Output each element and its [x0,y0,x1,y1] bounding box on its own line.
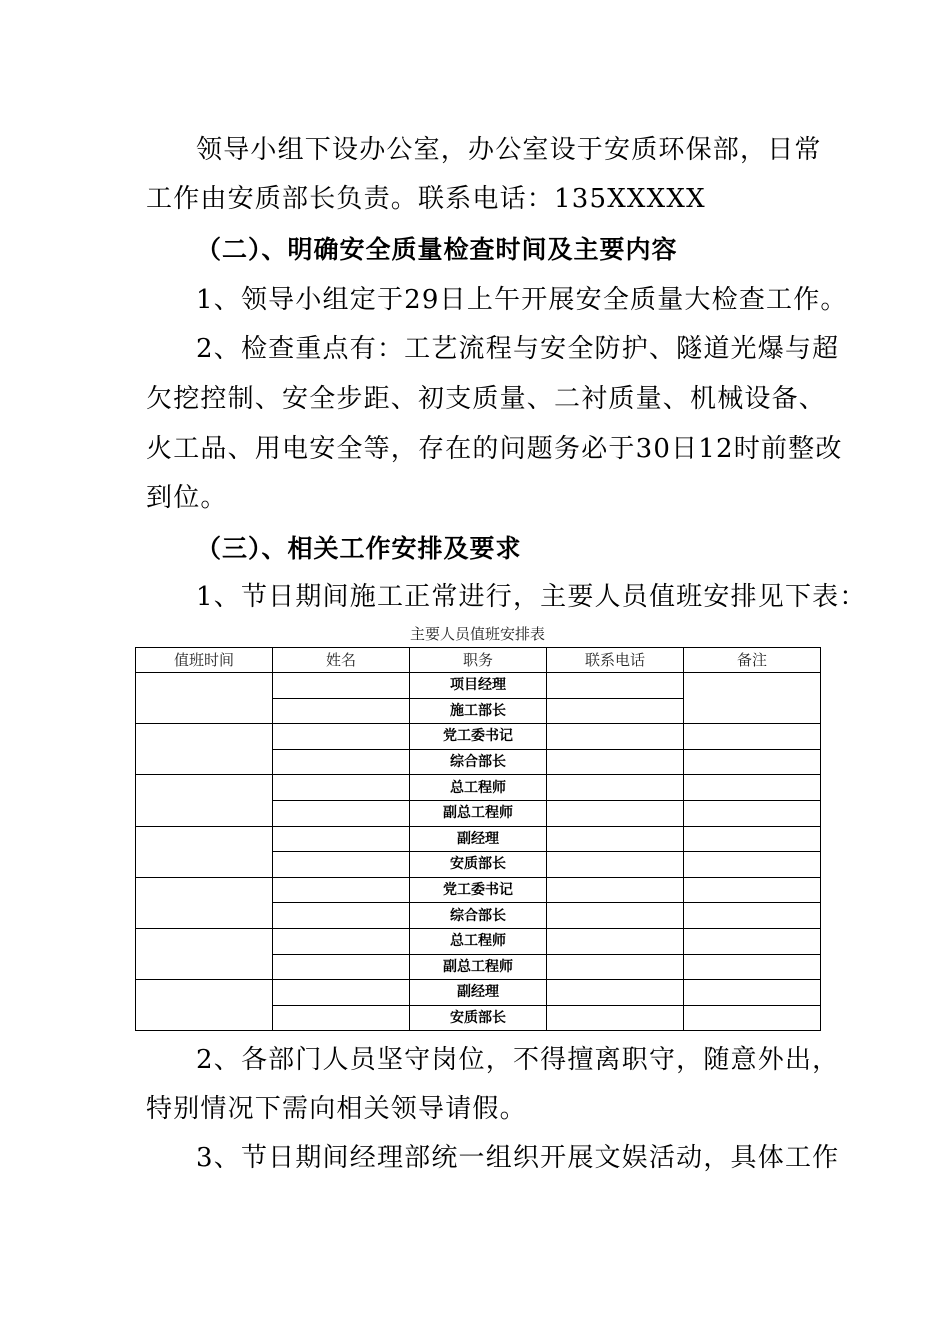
position-cell: 副经理 [410,826,547,852]
table-row [136,775,821,801]
remarks-cell [684,877,821,903]
position-cell: 总工程师 [410,928,547,954]
position-cell: 综合部长 [410,749,547,775]
header-phone: 联系电话 [547,648,684,673]
position-cell: 施工部长 [410,698,547,724]
phone-cell [547,724,684,750]
name-cell [273,1005,410,1031]
phone-cell [547,698,684,724]
position-cell: 副经理 [410,980,547,1006]
paragraph-line: 领导小组下设办公室，办公室设于安质环保部，日常 [196,135,822,165]
name-cell [273,877,410,903]
table-caption: 主要人员值班安排表 [409,625,545,643]
remarks-cell [684,903,821,929]
remarks-cell [684,775,821,801]
name-cell [273,800,410,826]
name-cell [273,903,410,929]
header-remarks: 备注 [684,648,821,673]
position-cell: 安质部长 [410,852,547,878]
position-cell: 综合部长 [410,903,547,929]
name-cell [273,724,410,750]
remarks-cell [684,749,821,775]
table-header-row [136,648,821,673]
remarks-cell [684,724,821,750]
duty-time-cell [136,673,273,724]
table-row [136,673,821,699]
position-cell: 党工委书记 [410,724,547,750]
phone-cell [547,903,684,929]
table-row [136,826,821,852]
phone-cell [547,1005,684,1031]
paragraph-line: 工作由安质部长负责。联系电话：135XXXXX [146,184,706,214]
section-heading-3: （三）、相关工作安排及要求 [196,534,522,563]
duty-time-cell [136,980,273,1031]
position-cell: 总工程师 [410,775,547,801]
duty-time-cell [136,775,273,826]
duty-time-cell [136,724,273,775]
name-cell [273,749,410,775]
table-row [136,928,821,954]
phone-cell [547,980,684,1006]
phone-cell [547,954,684,980]
paragraph-line: 3、节日期间经理部统一组织开展文娱活动，具体工作 [196,1143,840,1173]
remarks-cell [684,673,821,724]
paragraph-line: 1、领导小组定于29日上午开展安全质量大检查工作。 [196,285,848,315]
remarks-cell [684,826,821,852]
duty-time-cell [136,877,273,928]
remarks-cell [684,980,821,1006]
remarks-cell [684,1005,821,1031]
name-cell [273,980,410,1006]
header-duty-time: 值班时间 [136,648,273,673]
paragraph-line: 欠挖控制、安全步距、初支质量、二衬质量、机械设备、 [146,384,827,414]
phone-cell [547,673,684,699]
phone-cell [547,749,684,775]
phone-cell [547,928,684,954]
name-cell [273,698,410,724]
paragraph-line: 到位。 [146,483,228,513]
table-row [136,877,821,903]
name-cell [273,954,410,980]
duty-roster-table [135,647,821,1031]
paragraph-line: 火工品、用电安全等，存在的问题务必于30日12时前整改 [146,434,843,464]
phone-cell [547,826,684,852]
duty-time-cell [136,826,273,877]
remarks-cell [684,928,821,954]
name-cell [273,775,410,801]
phone-cell [547,800,684,826]
name-cell [273,928,410,954]
paragraph-line: 2、检查重点有：工艺流程与安全防护、隧道光爆与超 [196,334,840,364]
phone-cell [547,852,684,878]
paragraph-line: 特别情况下需向相关领导请假。 [146,1094,527,1124]
name-cell [273,673,410,699]
table-row [136,724,821,750]
position-cell: 安质部长 [410,1005,547,1031]
name-cell [273,826,410,852]
table-row [136,980,821,1006]
position-cell: 项目经理 [410,673,547,699]
phone-cell [547,775,684,801]
position-cell: 副总工程师 [410,800,547,826]
name-cell [273,852,410,878]
header-name: 姓名 [273,648,410,673]
remarks-cell [684,800,821,826]
duty-time-cell [136,928,273,979]
remarks-cell [684,852,821,878]
position-cell: 党工委书记 [410,877,547,903]
paragraph-line: 1、节日期间施工正常进行，主要人员值班安排见下表： [196,582,867,612]
remarks-cell [684,954,821,980]
phone-cell [547,877,684,903]
paragraph-line: 2、各部门人员坚守岗位，不得擅离职守，随意外出， [196,1045,840,1075]
section-heading-2: （二）、明确安全质量检查时间及主要内容 [196,235,678,264]
position-cell: 副总工程师 [410,954,547,980]
header-position: 职务 [410,648,547,673]
